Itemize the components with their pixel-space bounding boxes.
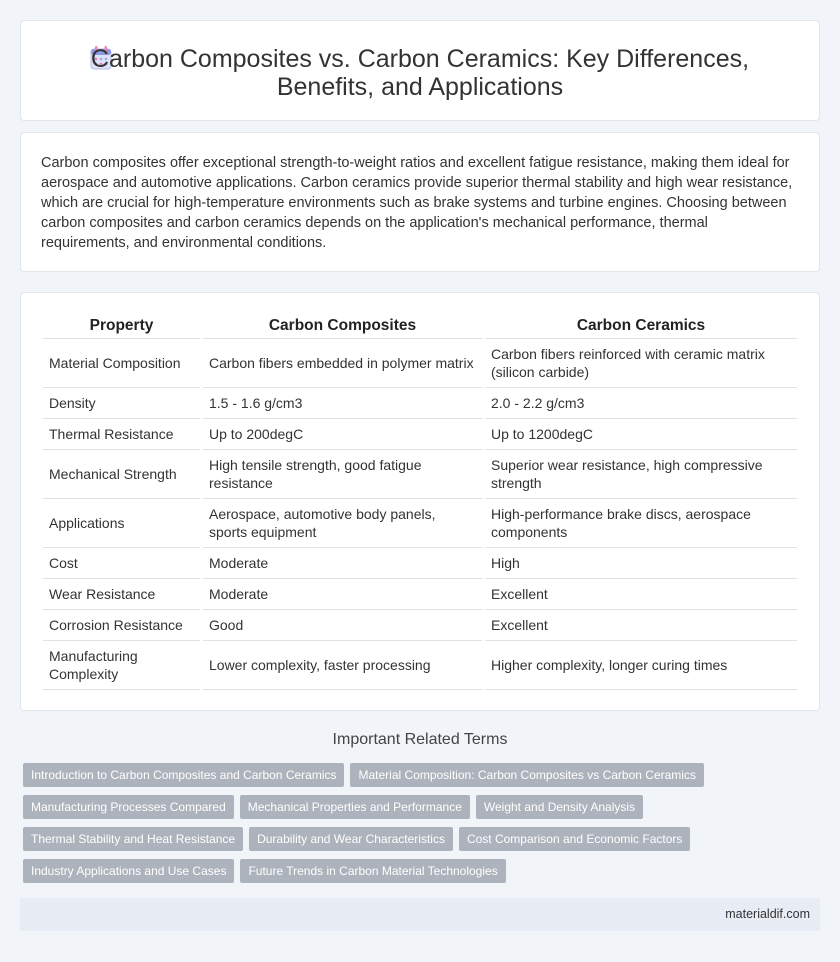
ceramics-cell: High: [485, 548, 797, 579]
page-title: [21, 45, 819, 101]
comparison-table: [40, 313, 800, 690]
composites-cell: Up to 200degC: [203, 419, 482, 450]
related-term-tag[interactable]: Manufacturing Processes Compared: [23, 795, 234, 819]
related-terms-list: [23, 763, 813, 891]
intro-card: [20, 132, 820, 272]
table-row: [43, 610, 797, 641]
tag-row: [23, 795, 813, 819]
ceramics-cell: Carbon fibers reinforced with ceramic matrix (silicon carbide): [485, 339, 797, 388]
comparison-table-card: [20, 292, 820, 711]
related-term-tag[interactable]: Material Composition: Carbon Composites vs Carbon Ceramics: [350, 763, 703, 787]
related-term-tag[interactable]: Mechanical Properties and Performance: [240, 795, 470, 819]
table-header-row: [43, 313, 797, 339]
table-row: [43, 641, 797, 690]
composites-cell: Aerospace, automotive body panels, sports equipment: [203, 499, 482, 548]
page-title-line-1: Carbon Composites vs. Carbon Ceramics: Key Differences,: [90, 45, 750, 73]
related-term-tag[interactable]: Thermal Stability and Heat Resistance: [23, 827, 243, 851]
page-title-line-2: Benefits, and Applications: [276, 73, 564, 101]
ceramics-cell: Up to 1200degC: [485, 419, 797, 450]
property-cell: Manufacturing Complexity: [43, 641, 200, 690]
composites-cell: Carbon fibers embedded in polymer matrix: [203, 339, 482, 388]
property-cell: Wear Resistance: [43, 579, 200, 610]
property-cell: Material Composition: [43, 339, 200, 388]
footer: [20, 898, 820, 931]
table-row: [43, 499, 797, 548]
composites-cell: Moderate: [203, 579, 482, 610]
property-cell: Corrosion Resistance: [43, 610, 200, 641]
header-property: Property: [43, 313, 200, 339]
ceramics-cell: High-performance brake discs, aerospace components: [485, 499, 797, 548]
header-carbon-ceramics: Carbon Ceramics: [485, 313, 797, 339]
related-term-tag[interactable]: Introduction to Carbon Composites and Carbon Ceramics: [23, 763, 344, 787]
table-row: [43, 388, 797, 419]
related-terms-title: Important Related Terms: [332, 731, 508, 748]
header-card: [20, 20, 820, 121]
related-term-tag[interactable]: Future Trends in Carbon Material Technologies: [240, 859, 505, 883]
ceramics-cell: 2.0 - 2.2 g/cm3: [485, 388, 797, 419]
related-term-tag[interactable]: Industry Applications and Use Cases: [23, 859, 234, 883]
composites-cell: Lower complexity, faster processing: [203, 641, 482, 690]
property-cell: Cost: [43, 548, 200, 579]
ceramics-cell: Superior wear resistance, high compressive strength: [485, 450, 797, 499]
ceramics-cell: Excellent: [485, 610, 797, 641]
table-row: [43, 548, 797, 579]
composites-cell: 1.5 - 1.6 g/cm3: [203, 388, 482, 419]
related-term-tag[interactable]: Durability and Wear Characteristics: [249, 827, 453, 851]
header-carbon-composites: Carbon Composites: [203, 313, 482, 339]
table-row: [43, 579, 797, 610]
related-term-tag[interactable]: Weight and Density Analysis: [476, 795, 643, 819]
property-cell: Density: [43, 388, 200, 419]
ceramics-cell: Excellent: [485, 579, 797, 610]
tag-row: [23, 859, 813, 883]
tag-row: [23, 763, 813, 787]
tag-row: [23, 827, 813, 851]
table-row: [43, 450, 797, 499]
composites-cell: High tensile strength, good fatigue resistance: [203, 450, 482, 499]
intro-paragraph: Carbon composites offer exceptional strength-to-weight ratios and excellent fatigue resistance, making them ideal for aerospace and automotive applications. Carbon ceramics provide superior thermal stability and high wear resistance, which are crucial for high-temperature environments such as brake systems and turbine engines. Choosing between carbon composites and carbon ceramics depends on the application's mechanical performance, thermal requirements, and environmental conditions.: [41, 155, 793, 251]
property-cell: Mechanical Strength: [43, 450, 200, 499]
composites-cell: Good: [203, 610, 482, 641]
related-term-tag[interactable]: Cost Comparison and Economic Factors: [459, 827, 690, 851]
ceramics-cell: Higher complexity, longer curing times: [485, 641, 797, 690]
property-cell: Thermal Resistance: [43, 419, 200, 450]
table-row: [43, 339, 797, 388]
property-cell: Applications: [43, 499, 200, 548]
footer-site-link[interactable]: materialdif.com: [725, 907, 810, 921]
composites-cell: Moderate: [203, 548, 482, 579]
table-row: [43, 419, 797, 450]
